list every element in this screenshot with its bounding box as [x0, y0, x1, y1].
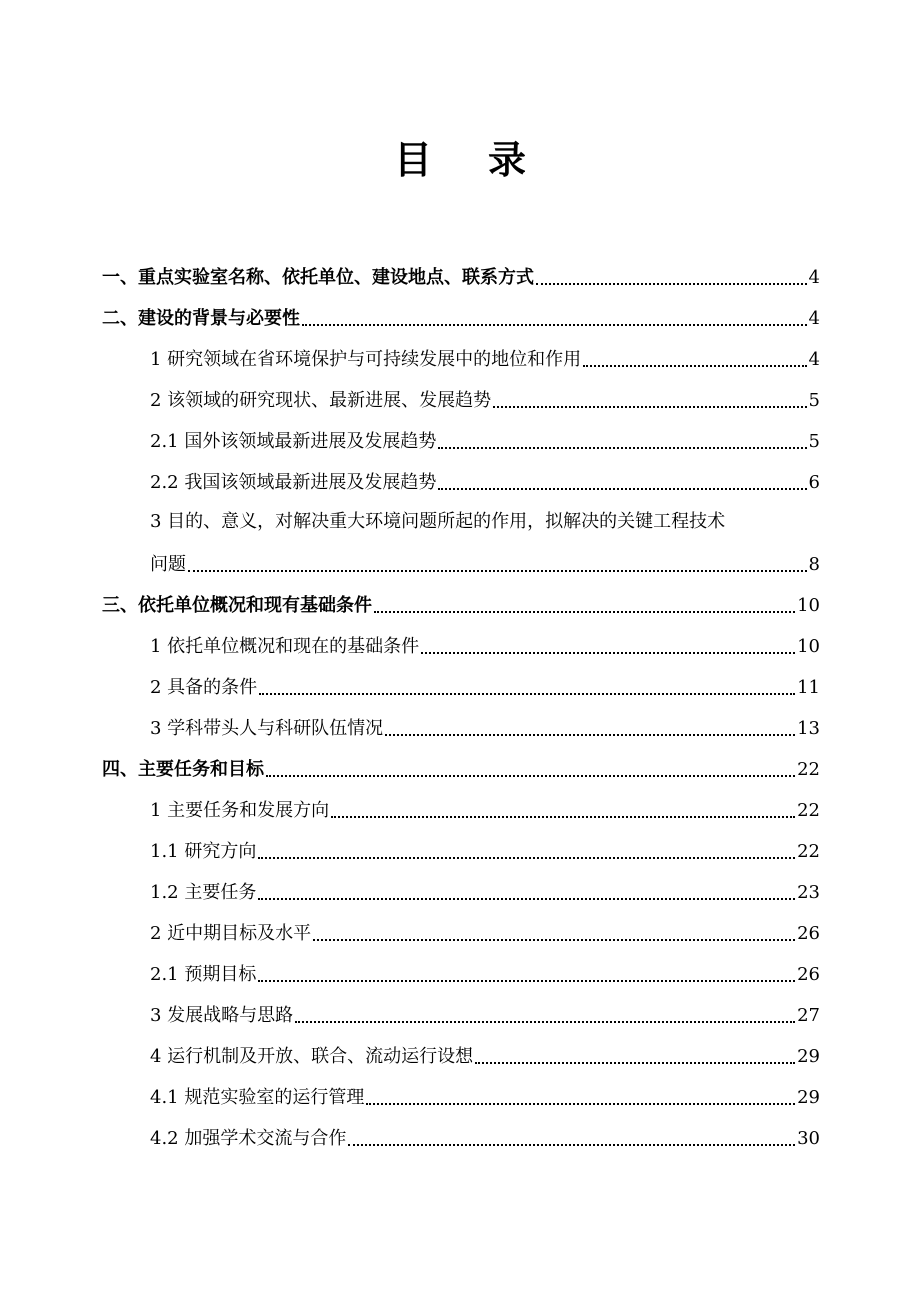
toc-entry-4-3[interactable] [150, 990, 820, 1028]
toc-entry-text: 1.2 主要任务 [150, 882, 257, 903]
toc-entry-2[interactable] [102, 293, 820, 331]
toc-page-number: 8 [808, 554, 820, 575]
toc-leader [295, 1004, 795, 1028]
toc-entry-2-2[interactable] [150, 375, 820, 413]
toc-entry-4-2-1[interactable] [150, 949, 820, 987]
toc-page-number: 13 [797, 718, 820, 739]
toc-entry-text: 二、建设的背景与必要性 [102, 308, 300, 329]
toc-page-number: 22 [797, 841, 820, 862]
toc-leader [493, 389, 806, 413]
toc-entry-4-4-2[interactable] [150, 1113, 820, 1151]
toc-entry-1[interactable] [102, 252, 820, 290]
toc-leader [475, 1045, 795, 1069]
toc-page-number: 29 [797, 1046, 820, 1067]
toc-leader [302, 307, 807, 331]
toc-entry-4[interactable] [102, 744, 820, 782]
toc-leader [258, 963, 795, 987]
toc-entry-text: 3 学科带头人与科研队伍情况 [150, 718, 384, 739]
toc-leader [583, 348, 806, 372]
toc-page-number: 4 [808, 267, 820, 288]
toc-leader [258, 840, 795, 864]
toc-page-number: 22 [797, 800, 820, 821]
toc-page-number: 4 [808, 349, 820, 370]
toc-leader [188, 553, 807, 577]
toc-leader [348, 1127, 795, 1151]
page-title [0, 136, 920, 184]
title-char-2: 录 [488, 138, 527, 182]
toc-page-number: 23 [797, 882, 820, 903]
toc-entry-4-4[interactable] [150, 1031, 820, 1069]
toc-page-number: 26 [797, 964, 820, 985]
toc-entry-text: 4 运行机制及开放、联合、流动运行设想 [150, 1046, 474, 1067]
toc-page-number: 29 [797, 1087, 820, 1108]
toc-entry-3[interactable] [102, 580, 820, 618]
toc-entry-4-4-1[interactable] [150, 1072, 820, 1110]
toc-page-number: 27 [797, 1005, 820, 1026]
toc-entry-2-2-1[interactable] [150, 416, 820, 454]
toc-entry-text: 1.1 研究方向 [150, 841, 257, 862]
toc-entry-text: 1 研究领域在省环境保护与可持续发展中的地位和作用 [150, 349, 582, 370]
toc-entry-text: 四、主要任务和目标 [102, 759, 264, 780]
toc-page-number: 30 [797, 1128, 820, 1149]
toc-entry-3-1[interactable] [150, 621, 820, 659]
toc-leader [385, 717, 795, 741]
toc-leader [536, 266, 807, 290]
toc-page-number: 4 [808, 308, 820, 329]
toc-entry-text: 2 该领域的研究现状、最新进展、发展趋势 [150, 390, 492, 411]
toc-page-number: 6 [808, 472, 820, 493]
toc-leader [421, 635, 795, 659]
toc-entry-3-3[interactable] [150, 703, 820, 741]
toc-leader [258, 881, 795, 905]
toc-leader [438, 430, 806, 454]
toc-page-number: 10 [797, 595, 820, 616]
toc-entry-3-2[interactable] [150, 662, 820, 700]
toc-entry-2-1[interactable] [150, 334, 820, 372]
toc-entry-text: 问题 [150, 554, 186, 575]
toc-leader [313, 922, 795, 946]
toc-entry-4-1-1[interactable] [150, 826, 820, 864]
toc-page-number: 5 [808, 390, 820, 411]
toc-entry-text: 2.1 预期目标 [150, 964, 257, 985]
toc-leader [374, 594, 795, 618]
toc-entry-2-3[interactable] [150, 539, 820, 577]
toc-entry-text: 2 近中期目标及水平 [150, 923, 312, 944]
toc-page-number: 10 [797, 636, 820, 657]
toc-entry-4-1[interactable] [150, 785, 820, 823]
toc-entry-text: 2.2 我国该领域最新进展及发展趋势 [150, 472, 437, 493]
toc-entry-text: 1 主要任务和发展方向 [150, 800, 330, 821]
toc-leader [259, 676, 795, 700]
toc-entry-2-2-2[interactable] [150, 457, 820, 495]
toc-leader [366, 1086, 795, 1110]
toc-entry-4-1-2[interactable] [150, 867, 820, 905]
toc-entry-2-3-first-line[interactable]: 3 目的、意义，对解决重大环境问题所起的作用，拟解决的关键工程技术 [150, 511, 726, 532]
toc-leader [331, 799, 795, 823]
toc-entry-text: 4.2 加强学术交流与合作 [150, 1128, 347, 1149]
toc-entry-text: 3 发展战略与思路 [150, 1005, 294, 1026]
toc-entry-4-2[interactable] [150, 908, 820, 946]
toc-entry-text: 2 具备的条件 [150, 677, 258, 698]
title-char-1: 目 [393, 138, 432, 182]
toc-leader [438, 471, 806, 495]
toc-leader [266, 758, 795, 782]
toc-entry-text: 4.1 规范实验室的运行管理 [150, 1087, 365, 1108]
toc-page-number: 11 [797, 677, 820, 698]
toc-entry-text: 一、重点实验室名称、依托单位、建设地点、联系方式 [102, 267, 534, 288]
toc-page-number: 5 [808, 431, 820, 452]
toc-page-number: 26 [797, 923, 820, 944]
toc-entry-text: 2.1 国外该领域最新进展及发展趋势 [150, 431, 437, 452]
toc-entry-text: 三、依托单位概况和现有基础条件 [102, 595, 372, 616]
toc-page-number: 22 [797, 759, 820, 780]
toc-entry-text: 1 依托单位概况和现在的基础条件 [150, 636, 420, 657]
